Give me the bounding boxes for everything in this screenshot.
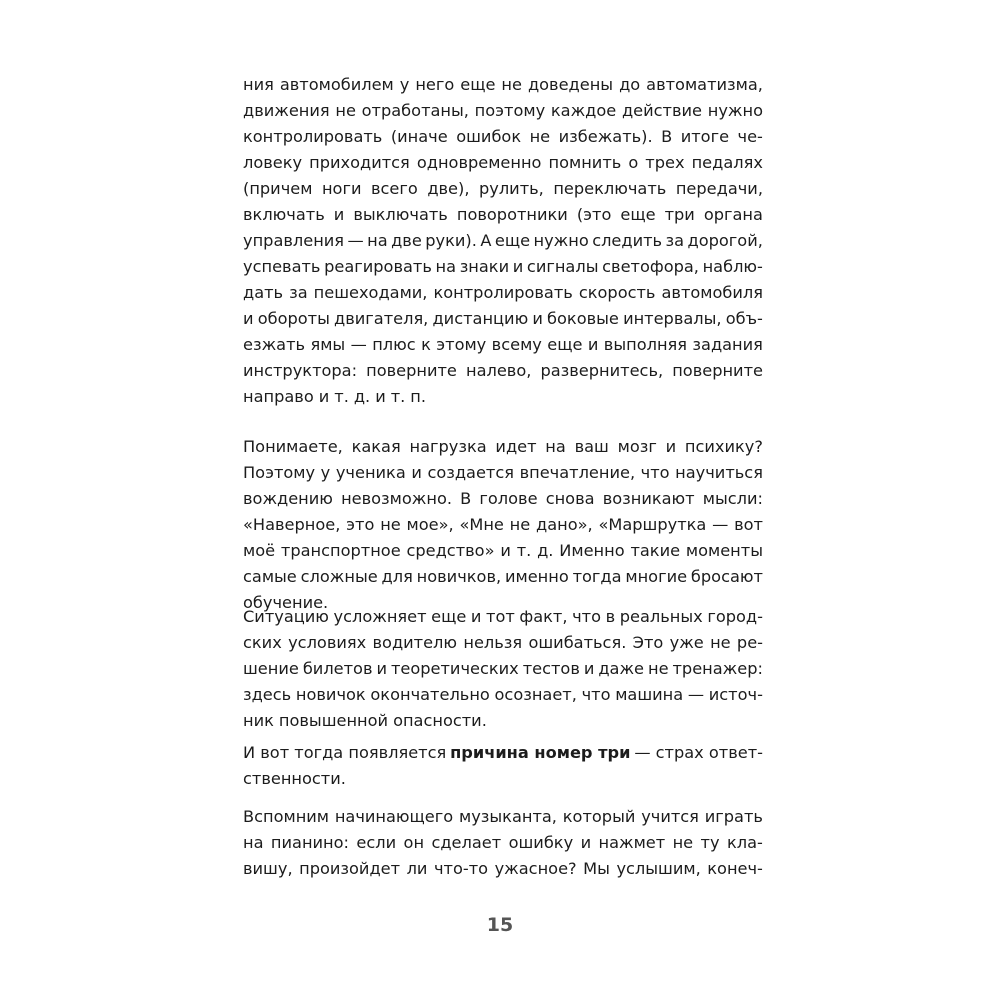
text-line [243,856,763,882]
word: боковые [547,309,619,328]
word: пианино: [270,833,349,852]
word: на [435,257,457,276]
word: всего [370,179,418,198]
word: еще [547,335,583,354]
word: объ- [725,309,763,328]
word: который [562,807,636,826]
word: машина [615,685,684,704]
word: выключать [353,205,448,224]
text-line [243,124,763,150]
word: обучение. [243,593,329,612]
word: две), [427,179,470,198]
word: ошибок [456,127,522,146]
text-segment: — страх ответ- [634,743,763,762]
text-line [243,564,763,590]
word: Ситуацию [243,607,329,626]
word: педалях [691,153,763,172]
text-line [243,512,763,538]
word: тренажер: [672,659,763,678]
word: город- [707,607,763,626]
word: В [661,127,673,146]
word: и [318,387,330,406]
word: создается [427,463,514,482]
word: что [640,463,670,482]
word: передачи, [675,179,763,198]
word: не [529,127,551,146]
word: не [335,101,356,120]
text-line [243,460,763,486]
word: не [501,75,522,94]
word: и [376,659,387,678]
word: д. [353,387,371,406]
word: тогда [572,567,622,586]
word: Поэтому [243,463,316,482]
word: интервалы, [623,309,722,328]
word: и [500,541,511,560]
word: ловеку [243,153,303,172]
word: какая [351,437,401,456]
word: многие [625,567,688,586]
word: — [350,335,367,354]
word: и [587,335,599,354]
word: Именно [559,541,625,560]
word: невозможно. [341,489,452,508]
word: органа [703,205,763,224]
word: дистанцию [432,309,529,328]
text-line [243,150,763,176]
word: к [421,335,431,354]
word: этому [436,335,487,354]
text-segment: И вот тогда появляется [243,743,447,762]
word: А [480,231,492,250]
word: него [415,75,455,94]
word: следить [592,231,663,250]
word: ученика [335,463,406,482]
text-line [243,202,763,228]
word: скорость [578,283,656,302]
text-line [243,604,763,630]
text-line [243,358,763,384]
word: реальных [619,607,703,626]
word: три [664,205,695,224]
word: новичок [295,685,366,704]
word: ли [406,859,428,878]
text-line [243,804,763,830]
word: не [672,833,694,852]
word: еще [494,231,531,250]
page-number: 15 [486,914,514,936]
word: ваш [574,437,609,456]
word: и [532,309,543,328]
word: каждое [550,101,617,120]
word: для [381,567,413,586]
word: В [460,489,472,508]
word: т. [390,387,406,406]
word: езжать [243,335,306,354]
word: и [470,607,482,626]
word: автоматизма, [646,75,763,94]
word: ошибаться. [528,633,627,652]
word: «Маршрутка [598,515,707,534]
word: «Мне [459,515,504,534]
word: движения [243,101,330,120]
word: в [605,607,616,626]
word: переключать [553,179,667,198]
word: что [581,685,611,704]
word: поэтому [474,101,546,120]
word: и [665,437,677,456]
word: теоретических [390,659,519,678]
text-line [243,740,763,766]
word: всему [491,335,542,354]
word: «Наверное, [243,515,341,534]
word: не [710,633,731,652]
word: наблю- [702,257,763,276]
text-line [243,254,763,280]
word: до [619,75,641,94]
word: т. [334,387,349,406]
word: вот [734,515,763,534]
word: условиях [288,633,367,652]
word: еще [431,607,467,626]
word: у [320,463,331,482]
word: направо [243,387,314,406]
word: поворотники [456,205,568,224]
word: реагировать [324,257,432,276]
word: Понимаете, [243,437,343,456]
word: моё [243,541,276,560]
word: водителю [372,633,458,652]
word: (иначе [390,127,448,146]
word: тот [486,607,515,626]
word: именно [504,567,569,586]
word: ре- [736,633,763,652]
word: усложняет [333,607,427,626]
word: на [545,437,566,456]
word: светофора, [602,257,699,276]
text-line [243,176,763,202]
word: и [512,257,524,276]
word: и [333,205,345,224]
word: дорогой, [687,231,763,250]
text-line [243,682,763,708]
word: на [367,231,388,250]
text-line [243,708,763,734]
word: за [289,283,308,302]
word: доведены [527,75,614,94]
word: играть [704,807,763,826]
word: сложные [300,567,378,586]
word: ния [243,75,274,94]
word: налево, [465,361,532,380]
word: не [509,515,531,534]
word: и [583,659,595,678]
word: и [375,387,386,406]
word: нагрузка [409,437,487,456]
word: мысли: [702,489,763,508]
word: снова [545,489,595,508]
word: средство» [406,541,495,560]
word: окончательно [370,685,490,704]
word: вождению [243,489,333,508]
word: ужасное? [494,859,577,878]
word: трех [645,153,685,172]
word: Вспомним [243,807,330,826]
word: за [665,231,685,250]
word: Мы [583,859,610,878]
word: выполняя [603,335,688,354]
word: автомобилем [279,75,394,94]
word: возникают [602,489,695,508]
word: не [647,659,669,678]
word: Это [632,633,664,652]
word: источ- [708,685,763,704]
word: бросают [690,567,763,586]
word: инструктора: [243,361,358,380]
word: — [712,515,729,534]
word: музыканта, [459,807,557,826]
word: ямы [310,335,346,354]
word: впечатление, [519,463,636,482]
word: обороты [257,309,330,328]
word: учится [641,807,699,826]
text-line [243,98,763,124]
text-line [243,384,763,410]
word: идет [495,437,537,456]
word: задания [692,335,763,354]
emphasized-phrase: причина номер три [450,743,631,762]
word: он [403,833,425,852]
word: две [391,231,422,250]
text-line [243,766,763,792]
word: это [346,515,375,534]
word: и [243,309,254,328]
word: нужно [533,231,589,250]
word: отработаны, [361,101,469,120]
word: уже [669,633,704,652]
word: если [356,833,397,852]
word: сделает [431,833,502,852]
text-line [243,332,763,358]
text-line [243,72,763,98]
word: у [399,75,410,94]
text-line [243,486,763,512]
word: ошибку [508,833,574,852]
word: рулить, [478,179,544,198]
word: развернитесь, [540,361,664,380]
word: мое», [406,515,454,534]
word: нужно [707,101,763,120]
word: (причем [243,179,313,198]
word: научиться [675,463,763,482]
word: моменты [685,541,763,560]
word: билетов [302,659,373,678]
word: на [243,833,264,852]
word: управления [243,231,345,250]
word: даже [598,659,645,678]
word: голове [479,489,538,508]
word: итоге [680,127,730,146]
word: произойдет [299,859,401,878]
word: (это [576,205,612,224]
word: кла- [726,833,763,852]
word: — [347,231,364,250]
word: плюс [372,335,416,354]
word: транспортное [280,541,401,560]
text-line [243,830,763,856]
word: еще [620,205,656,224]
word: пешеходами, [313,283,428,302]
word: т. [516,541,532,560]
word: здесь [243,685,292,704]
word: контролировать [433,283,573,302]
word: контролировать [243,127,383,146]
word: п. [410,387,427,406]
word: дано», [536,515,593,534]
word: нельзя [463,633,523,652]
word: услышим, [616,859,701,878]
word: такие [630,541,681,560]
text-line [243,538,763,564]
word: одновременно [416,153,542,172]
word: ских [243,633,282,652]
text-line [243,228,763,254]
word: ту [700,833,720,852]
word: вишу, [243,859,293,878]
word: ноги [321,179,362,198]
word: что [572,607,602,626]
word: избежать). [558,127,653,146]
word: действие [621,101,703,120]
word: д. [537,541,554,560]
word: не [380,515,401,534]
word: начинающего [334,807,454,826]
word: факт, [519,607,568,626]
word: руки). [425,231,477,250]
word: о [628,153,639,172]
word: — [687,685,705,704]
text-line [243,434,763,460]
word: еще [460,75,496,94]
word: тестов [522,659,580,678]
word: что-то [433,859,489,878]
word: успевать [243,257,321,276]
word: опасности. [393,711,487,730]
word: автомобиля [661,283,763,302]
word: поверните [366,361,457,380]
word: конеч- [707,859,763,878]
word: двигателя, [334,309,429,328]
word: осознает, [494,685,577,704]
text-line [243,656,763,682]
word: приходится [309,153,410,172]
word: сигналы [526,257,599,276]
word: че- [737,127,763,146]
word: поверните [672,361,763,380]
word: и [411,463,422,482]
word: психику? [684,437,763,456]
text-line [243,630,763,656]
word: помнить [548,153,622,172]
word: знаки [459,257,510,276]
word: шение [243,659,299,678]
word: повышенной [278,711,389,730]
word: нажмет [598,833,666,852]
word: дать [243,283,284,302]
word: мозг [617,437,657,456]
word: ственности. [243,769,346,788]
word: и [580,833,592,852]
word: новичков, [416,567,502,586]
text-line [243,280,763,306]
word: самые [243,567,297,586]
text-line [243,306,763,332]
word: ник [243,711,274,730]
word: включать [243,205,325,224]
